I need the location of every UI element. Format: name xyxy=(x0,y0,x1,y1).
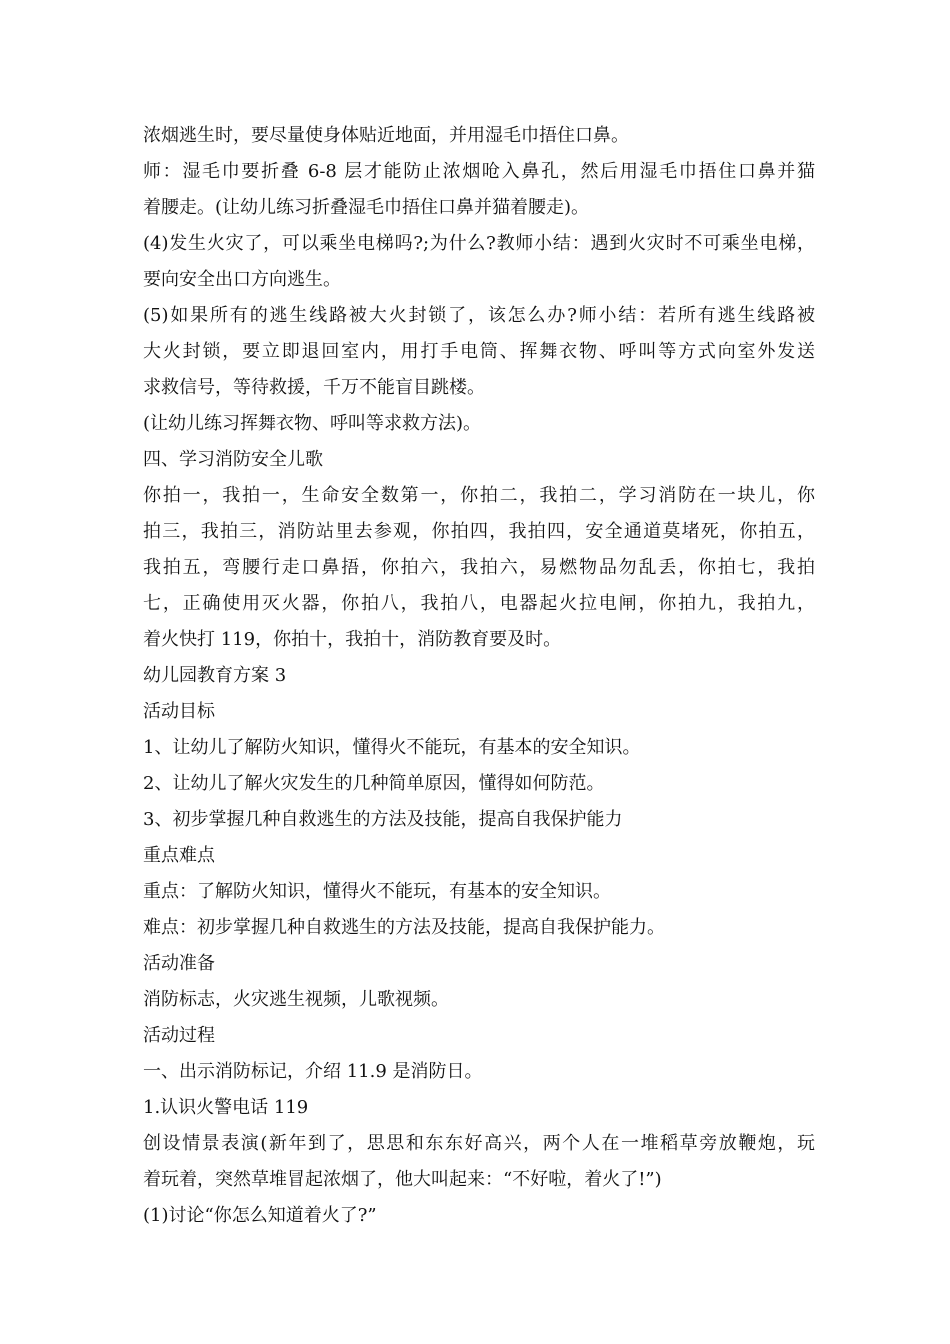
text-line: 创设情景表演(新年到了，思思和东东好高兴，两个人在一堆稻草旁放鞭炮，玩 xyxy=(143,1133,815,1154)
paragraph xyxy=(143,982,815,1018)
paragraph xyxy=(143,1054,815,1090)
text-line: 拍三，我拍三，消防站里去参观，你拍四，我拍四，安全通道莫堵死，你拍五， xyxy=(143,521,815,542)
text-line: 求救信号，等待救援，千万不能盲目跳楼。 xyxy=(143,377,485,398)
paragraph xyxy=(143,910,815,946)
paragraph xyxy=(143,406,815,442)
paragraph xyxy=(143,1198,815,1234)
paragraph xyxy=(143,766,815,802)
text-line: 着腰走。(让幼儿练习折叠湿毛巾捂住口鼻并猫着腰走)。 xyxy=(143,197,590,218)
paragraph xyxy=(143,478,815,658)
paragraph xyxy=(143,298,815,406)
text-line: 我拍五，弯腰行走口鼻捂，你拍六，我拍六，易燃物品勿乱丢，你拍七，我拍 xyxy=(143,557,815,578)
paragraph xyxy=(143,154,815,226)
paragraph xyxy=(143,730,815,766)
text-line: (4)发生火灾了，可以乘坐电梯吗?;为什么?教师小结：遇到火灾时不可乘坐电梯， xyxy=(143,233,815,254)
paragraph xyxy=(143,1126,815,1198)
text-line: 活动目标 xyxy=(143,701,215,722)
paragraph xyxy=(143,802,815,838)
text-line: 着火快打 119，你拍十，我拍十，消防教育要及时。 xyxy=(143,629,562,650)
paragraph xyxy=(143,838,815,874)
text-line: 要向安全出口方向逃生。 xyxy=(143,269,341,290)
document-body xyxy=(143,118,815,1234)
text-line: (5)如果所有的逃生线路被大火封锁了，该怎么办?师小结：若所有逃生线路被 xyxy=(143,305,815,326)
text-line: 你拍一，我拍一，生命安全数第一，你拍二，我拍二，学习消防在一块儿，你 xyxy=(143,485,815,506)
text-line: 一、出示消防标记，介绍 11.9 是消防日。 xyxy=(143,1061,483,1082)
text-line: 3、初步掌握几种自救逃生的方法及技能，提高自我保护能力 xyxy=(143,809,623,830)
text-line: 大火封锁，要立即退回室内，用打手电筒、挥舞衣物、呼叫等方式向室外发送 xyxy=(143,341,815,362)
text-line: 活动过程 xyxy=(143,1025,215,1046)
text-line: 2、让幼儿了解火灾发生的几种简单原因，懂得如何防范。 xyxy=(143,773,605,794)
paragraph xyxy=(143,1090,815,1126)
text-line: (1)讨论“你怎么知道着火了?” xyxy=(143,1205,377,1226)
text-line: 师：湿毛巾要折叠 6-8 层才能防止浓烟呛入鼻孔，然后用湿毛巾捂住口鼻并猫 xyxy=(143,161,815,182)
paragraph xyxy=(143,658,815,694)
text-line: 四、学习消防安全儿歌 xyxy=(143,449,323,470)
text-line: 1.认识火警电话 119 xyxy=(143,1097,309,1118)
text-line: 着玩着，突然草堆冒起浓烟了，他大叫起来：“不好啦，着火了!”) xyxy=(143,1169,662,1190)
text-line: (让幼儿练习挥舞衣物、呼叫等求救方法)。 xyxy=(143,413,482,434)
paragraph xyxy=(143,874,815,910)
paragraph xyxy=(143,1018,815,1054)
text-line: 浓烟逃生时，要尽量使身体贴近地面，并用湿毛巾捂住口鼻。 xyxy=(143,125,629,146)
text-line: 1、让幼儿了解防火知识，懂得火不能玩，有基本的安全知识。 xyxy=(143,737,641,758)
text-line: 难点：初步掌握几种自救逃生的方法及技能，提高自我保护能力。 xyxy=(143,917,665,938)
text-line: 活动准备 xyxy=(143,953,215,974)
text-line: 幼儿园教育方案 3 xyxy=(143,665,287,686)
text-line: 重点：了解防火知识，懂得火不能玩，有基本的安全知识。 xyxy=(143,881,611,902)
text-line: 消防标志，火灾逃生视频，儿歌视频。 xyxy=(143,989,449,1010)
paragraph xyxy=(143,442,815,478)
paragraph xyxy=(143,118,815,154)
paragraph xyxy=(143,946,815,982)
paragraph xyxy=(143,226,815,298)
paragraph xyxy=(143,694,815,730)
text-line: 重点难点 xyxy=(143,845,215,866)
text-line: 七，正确使用灭火器，你拍八，我拍八，电器起火拉电闸，你拍九，我拍九， xyxy=(143,593,815,614)
